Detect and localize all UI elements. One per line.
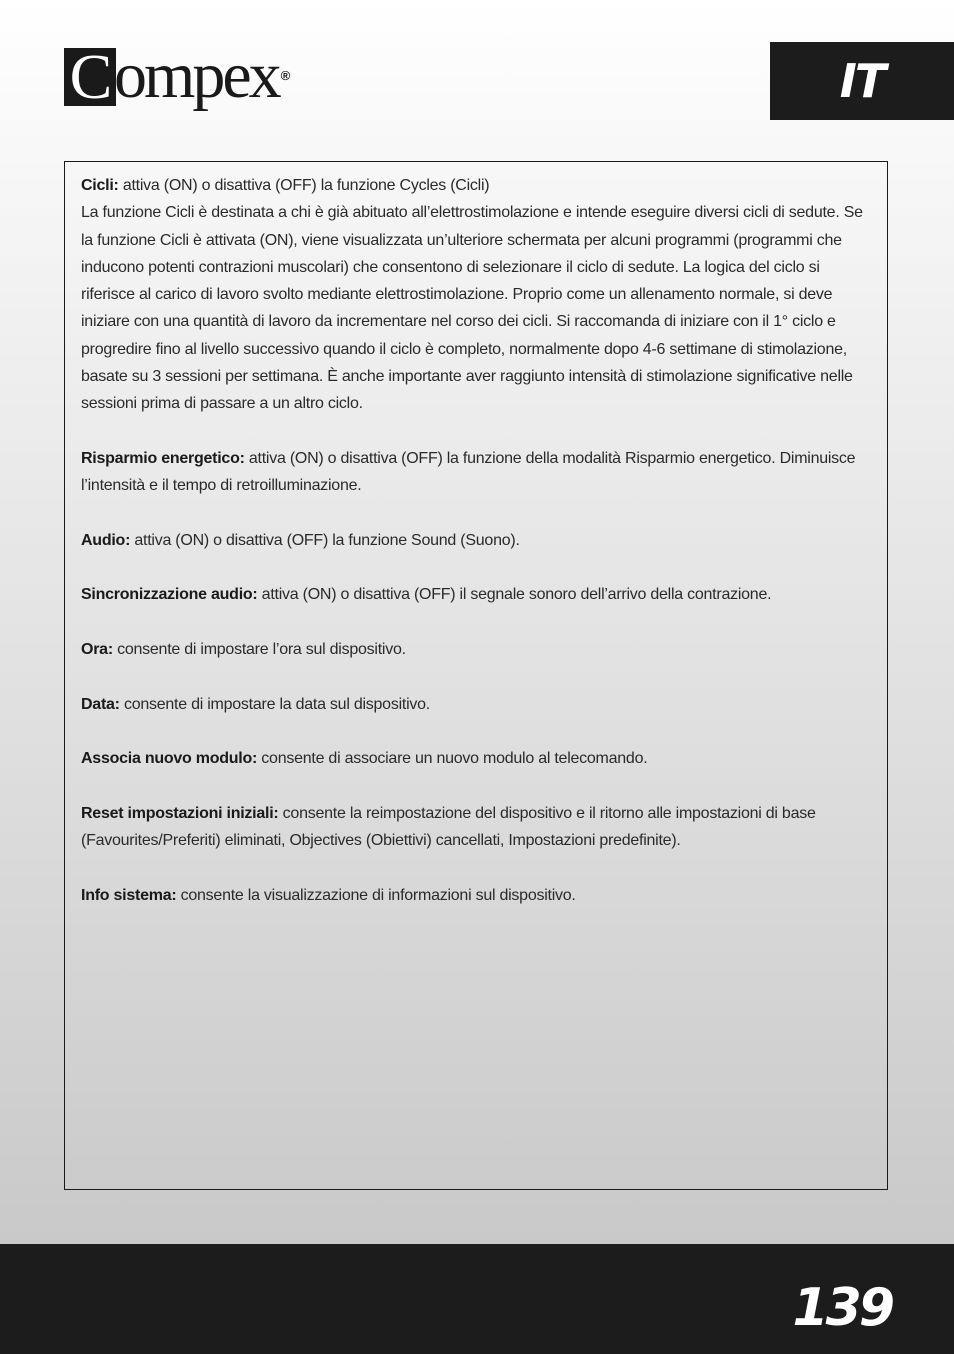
term-pair-module: Associa nuovo modulo:	[81, 750, 258, 768]
paragraph-audio-sync	[81, 581, 873, 608]
paragraph-date	[81, 691, 873, 718]
audio-text: attiva (ON) o disattiva (OFF) la funzione Sound (Suono).	[130, 531, 520, 549]
time-text: consente di impostare l’ora sul dispositivo.	[112, 641, 406, 659]
logo-initial: C	[64, 48, 116, 106]
system-info-text: consente la visualizzazione di informazioni sul dispositivo.	[176, 886, 576, 904]
term-date: Data:	[81, 695, 120, 713]
term-energy-saving: Risparmio energetico:	[81, 449, 245, 467]
reset-text: consente la reimpostazione del dispositivo e il ritorno alle impostazioni di base (Favourites/Preferiti) eliminati, Objectives (Obiettivi) cancellati, Impostazioni predefinite).	[81, 804, 816, 850]
footer-bar	[0, 1244, 954, 1354]
pair-module-text: consente di associare un nuovo modulo al telecomando.	[257, 750, 648, 768]
page-number: 139	[792, 1278, 892, 1338]
cycles-summary: attiva (ON) o disattiva (OFF) la funzione Cycles (Cicli)	[118, 177, 490, 194]
paragraph-cycles	[81, 172, 873, 418]
paragraph-audio	[81, 527, 873, 554]
cycles-description: La funzione Cicli è destinata a chi è già abituato all’elettrostimolazione e intende eseguire diversi cicli di sedute. Se la funzione Cicli è attivata (ON), viene visualizzata un’ulteriore schermata per alcuni programmi (programmi che inducono potenti contrazioni muscolari) che consentono di selezionare il ciclo di sedute. La logica del ciclo si riferisce al carico di lavoro svolto mediante elettrostimolazione. Proprio come un allenamento normale, si deve iniziare con una quantità di lavoro da incrementare nel corso dei cicli. Si raccomanda di iniziare con il 1° ciclo e progredire fino al livello successivo quando il ciclo è completo, normalmente dopo 4-6 settimane di stimolazione, basate su 3 sessioni per settimana. È anche importante aver raggiunto intensità di stimolazione significative nelle sessioni prima di passare a un altro ciclo.	[81, 204, 863, 413]
date-text: consente di impostare la data sul dispositivo.	[119, 695, 430, 713]
paragraph-time	[81, 636, 873, 663]
energy-saving-text: attiva (ON) o disattiva (OFF) la funzione della modalità Risparmio energetico. Diminuisce l’intensità e il tempo di retroilluminazione.	[81, 449, 856, 495]
audio-sync-text: attiva (ON) o disattiva (OFF) il segnale sonoro dell’arrivo della contrazione.	[257, 586, 772, 604]
term-reset: Reset impostazioni iniziali:	[81, 804, 279, 822]
paragraph-pair-module	[81, 745, 873, 772]
term-audio: Audio:	[81, 531, 131, 549]
term-system-info: Info sistema:	[81, 886, 177, 904]
compex-logo	[64, 39, 291, 122]
paragraph-reset	[81, 800, 873, 855]
paragraph-system-info	[81, 882, 873, 909]
language-tab: IT	[770, 42, 954, 120]
term-time: Ora:	[81, 641, 113, 659]
content-box	[64, 161, 888, 1190]
paragraph-energy-saving	[81, 445, 873, 500]
logo-wordmark: ompex	[114, 39, 279, 112]
term-cycles: Cicli:	[81, 177, 119, 194]
term-audio-sync: Sincronizzazione audio:	[81, 586, 258, 604]
registered-mark: ®	[280, 68, 291, 83]
